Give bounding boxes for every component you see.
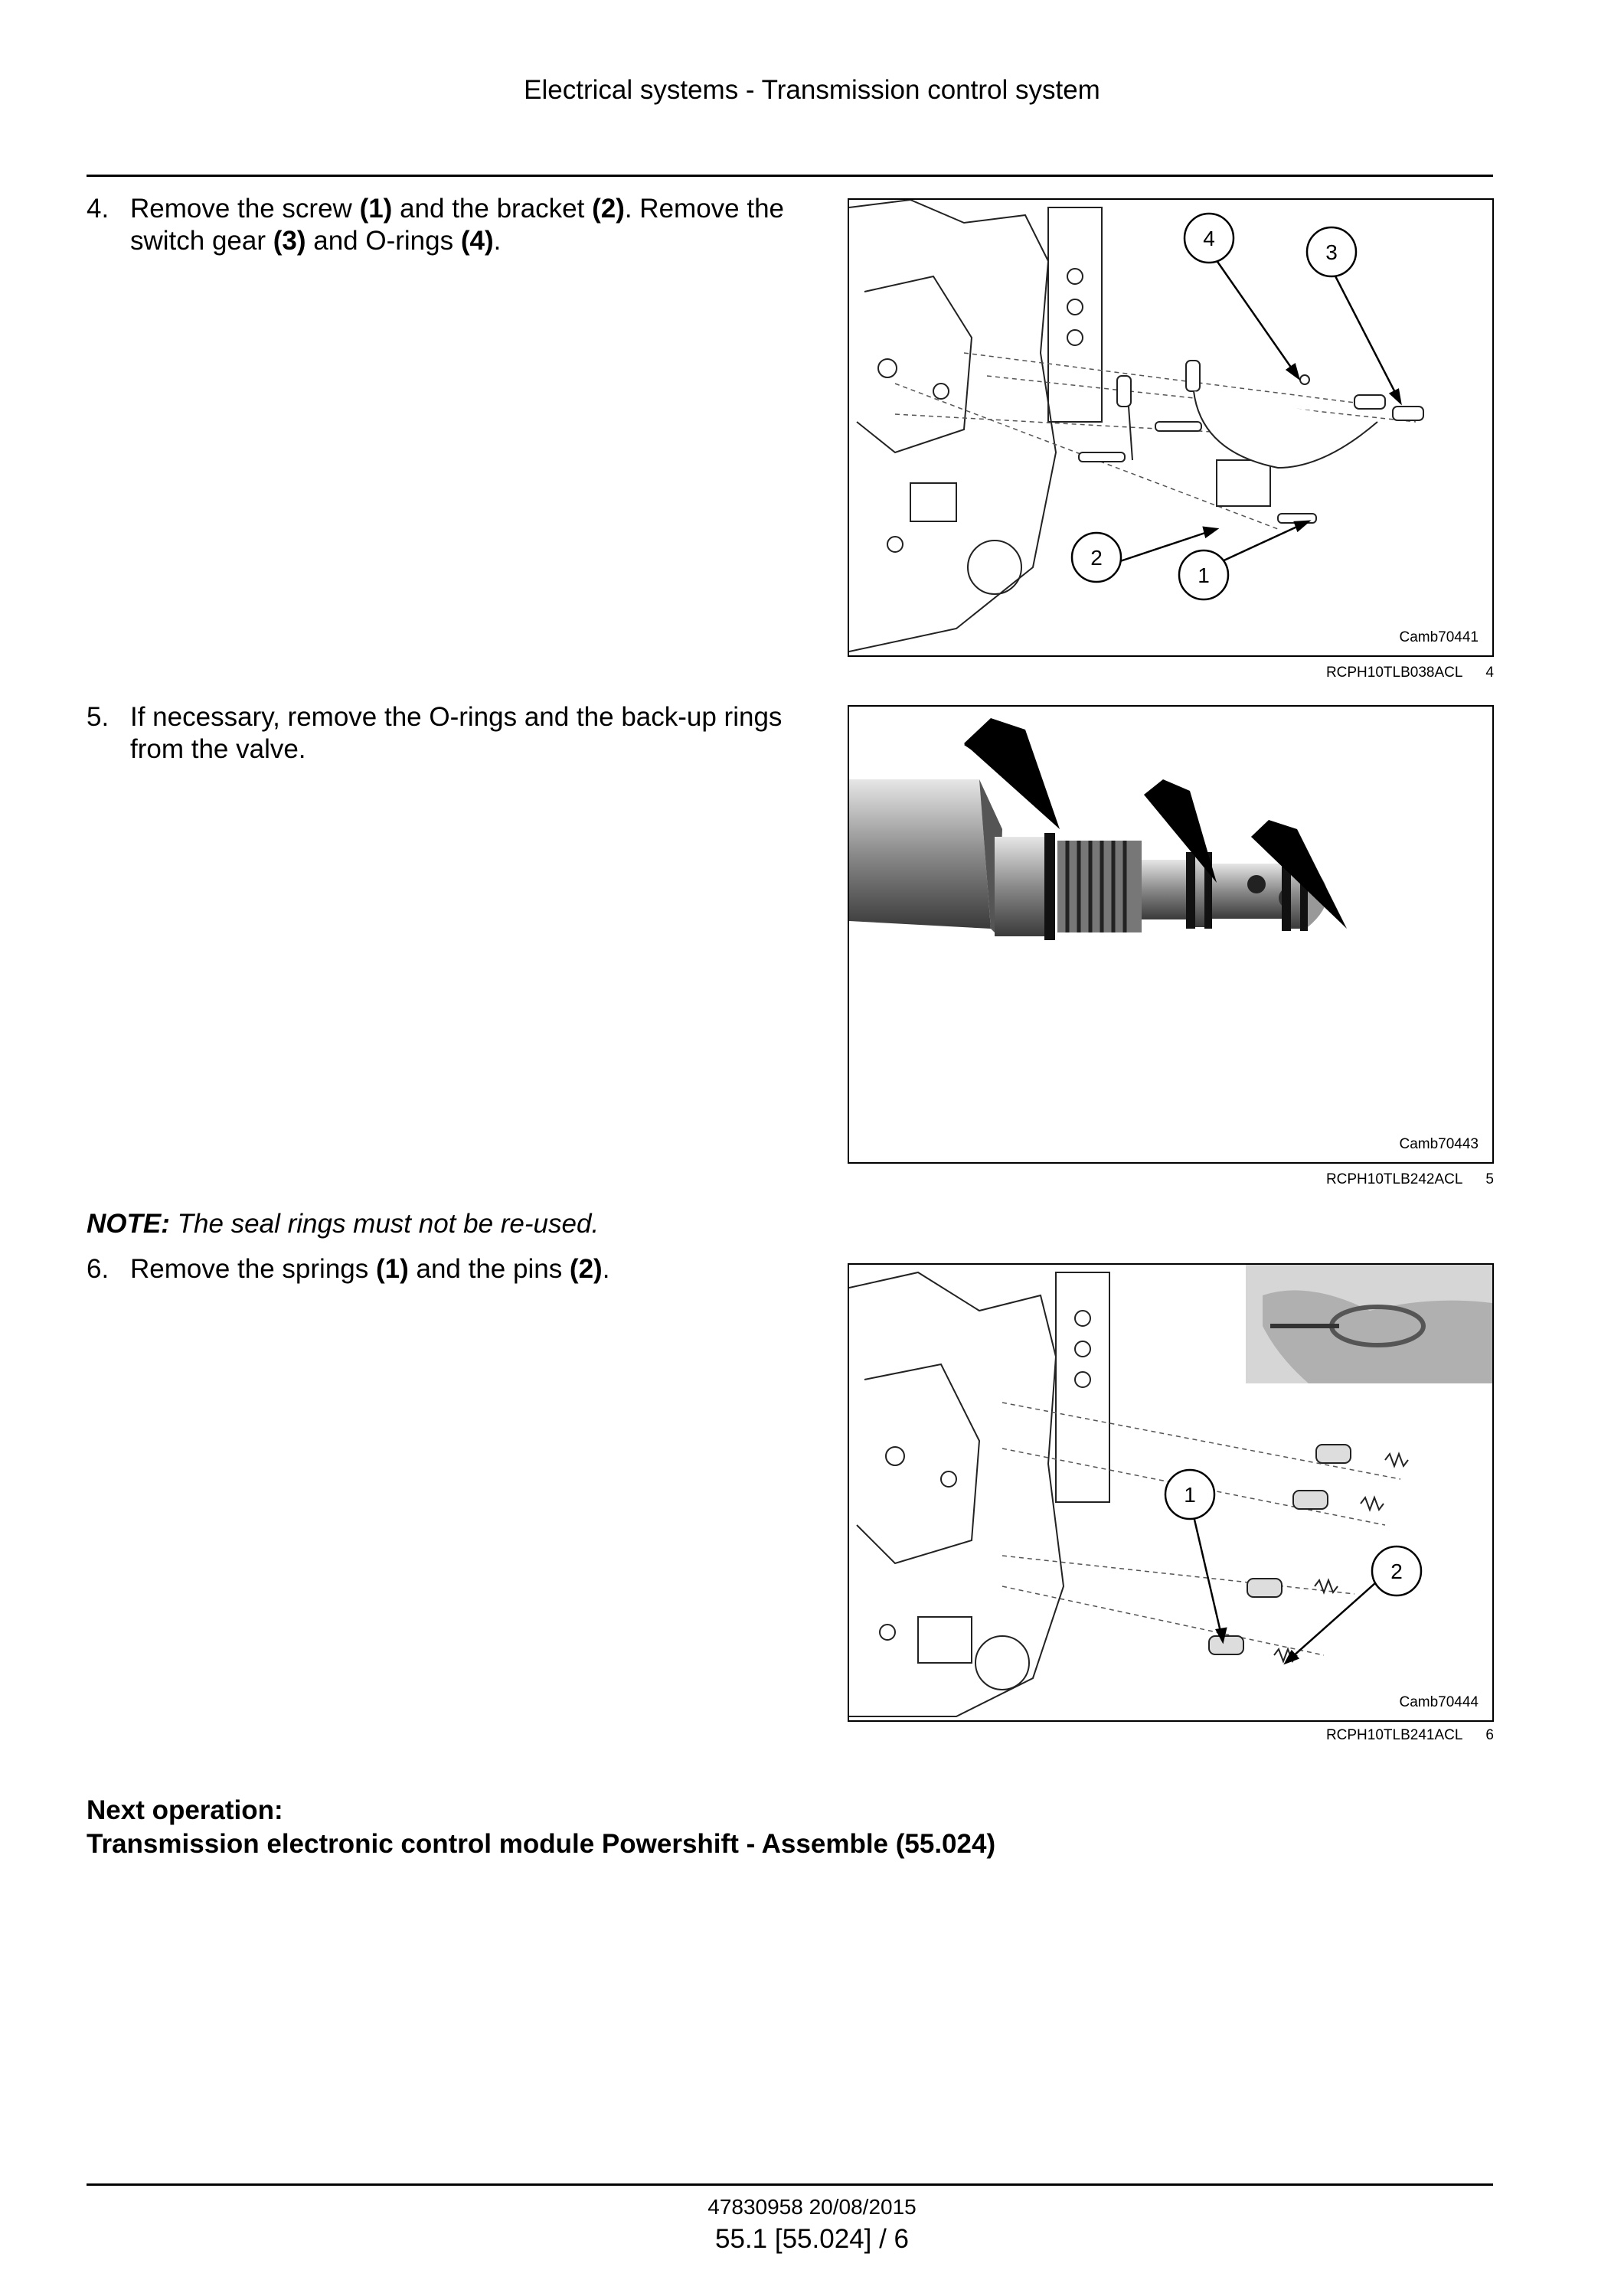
springs-and-pins-drawing — [849, 1265, 1492, 1720]
figure-4-caption — [848, 665, 1494, 681]
svg-text:2: 2 — [1390, 1560, 1403, 1583]
footer-rule — [87, 2183, 1493, 2186]
figure-code: RCPH10TLB242ACL — [1325, 1171, 1463, 1187]
callout-2 — [1372, 1546, 1421, 1595]
transmission-switch-gear-drawing — [849, 200, 1492, 655]
step-text: Remove the springs (1) and the pins (2). — [130, 1254, 610, 1284]
figure-5-photo — [848, 705, 1494, 1164]
figure-number: 5 — [1485, 1171, 1494, 1187]
header-rule — [87, 175, 1493, 177]
step-text: Remove the screw (1) and the bracket (2). Remove the switch gear (3) and O-rings (4). — [130, 194, 785, 256]
note-text: The seal rings must not be re-used. — [169, 1209, 600, 1239]
figure-number: 4 — [1485, 665, 1494, 681]
next-operation — [87, 1794, 995, 1861]
figure-6-caption — [848, 1727, 1494, 1744]
step-text: If necessary, remove the O-rings and the back-up rings from the valve. — [130, 702, 783, 764]
callout-1 — [1179, 550, 1228, 599]
valve-photo — [849, 707, 1492, 1162]
svg-text:1: 1 — [1198, 563, 1210, 587]
svg-text:1: 1 — [1184, 1483, 1196, 1507]
figure-5-caption — [848, 1171, 1494, 1188]
step-6 — [87, 1253, 799, 1285]
figure-6-illustration — [848, 1263, 1494, 1722]
callout-2 — [1072, 533, 1121, 582]
figure-ref: Camb70443 — [1399, 1136, 1479, 1152]
svg-text:2: 2 — [1090, 546, 1103, 570]
footer-doc-id: 47830958 20/08/2015 — [707, 2195, 917, 2219]
figure-ref: Camb70441 — [1399, 629, 1479, 645]
figure-number: 6 — [1485, 1727, 1494, 1743]
callout-1 — [1165, 1470, 1214, 1519]
step-number: 4. — [87, 194, 109, 224]
next-operation-label: Next operation: — [87, 1795, 283, 1825]
step-5 — [87, 701, 799, 766]
step-number: 5. — [87, 702, 109, 732]
header-title: Electrical systems - Transmission control system — [524, 75, 1100, 105]
figure-code: RCPH10TLB241ACL — [1325, 1727, 1463, 1743]
svg-text:3: 3 — [1325, 240, 1338, 264]
footer-page-number: 55.1 [55.024] / 6 — [715, 2224, 909, 2254]
figure-4-illustration — [848, 198, 1494, 657]
note — [87, 1209, 599, 1239]
step-number: 6. — [87, 1254, 109, 1284]
step-4 — [87, 193, 799, 257]
figure-ref: Camb70444 — [1399, 1694, 1479, 1710]
next-operation-link[interactable]: Transmission electronic control module Powershift - Assemble (55.024) — [87, 1829, 996, 1859]
callout-3 — [1307, 227, 1356, 276]
svg-text:4: 4 — [1203, 227, 1215, 250]
note-label: NOTE: — [87, 1209, 170, 1239]
callout-4 — [1185, 214, 1234, 263]
figure-code: RCPH10TLB038ACL — [1325, 665, 1463, 681]
